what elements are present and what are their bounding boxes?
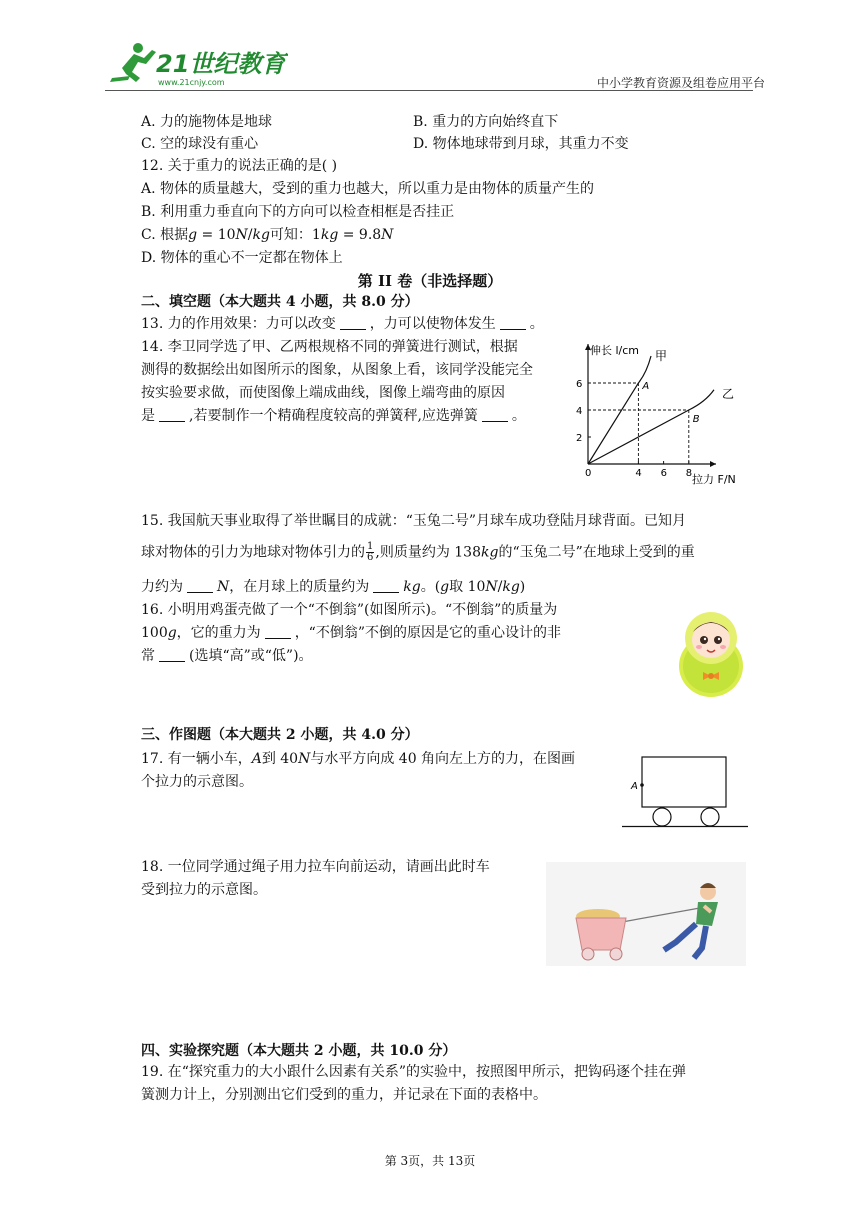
q16-line-3: 常 (选填“高”或“低”)。 (141, 648, 313, 664)
q17-line-2: 个拉力的示意图。 (141, 774, 253, 790)
site-logo (108, 38, 288, 90)
q15-line-2: 球对物体的引力为地球对物体引力的 $\frac{1}{6}$ ,则质量约为 138𝑘𝑔的“玉兔二号”在地球上受到的重 (141, 541, 695, 563)
cart-diagram (622, 755, 750, 833)
x-tick-label: 8 (685, 468, 693, 479)
q12-option-d: D. 物体的重心不一定都在物体上 (141, 250, 343, 266)
section2-title: 第 II 卷（非选择题） (357, 272, 503, 290)
q13-blank-2[interactable] (500, 315, 526, 330)
svg-text:A: A (631, 781, 638, 792)
q15-line-1: 15. 我国航天事业取得了举世瞩目的成就：“玉兔二号”月球车成功登陆月球背面。已知月 (141, 513, 687, 529)
q15-blank-1[interactable] (187, 578, 213, 593)
page-number: 第 3页，共 13页 (384, 1154, 476, 1168)
q12-stem: 12. 关于重力的说法正确的是( ) (141, 158, 338, 174)
x-axis-label: 拉力 F/N (692, 473, 736, 486)
q14-line-1: 14. 李卫同学选了甲、乙两根规格不同的弹簧进行测试，根据 (141, 339, 518, 355)
series-name-jia: 甲 (655, 349, 668, 363)
x-tick-label: 6 (660, 468, 667, 479)
point-label-A: A (642, 381, 650, 392)
y-tick-label: 4 (576, 406, 583, 417)
y-axis-label: 伸长 l/cm (590, 344, 640, 357)
y-tick-label: 2 (576, 433, 583, 444)
q16-blank-1[interactable] (265, 624, 291, 639)
q14-line-3: 按实验要求做，而使图像上端成曲线，图像上端弯曲的原因 (141, 385, 505, 401)
svg-text:www.21cnjy.com: www.21cnjy.com (158, 78, 225, 87)
q14-line-2: 测得的数据绘出如图所示的图象，从图象上看，该同学没能完全 (141, 362, 533, 378)
q14-blank-1[interactable] (159, 407, 185, 422)
section4-heading: 四、实验探究题（本大题共 2 小题，共 10.0 分） (141, 1043, 457, 1059)
platform-name: 中小学教育资源及组卷应用平台 (596, 76, 765, 90)
one-sixth-fraction: $\frac{1}{6}$ (367, 541, 374, 563)
q15-blank-2[interactable] (373, 578, 399, 593)
x-axis-arrow (710, 461, 716, 467)
q19-line-2: 簧测力计上，分别测出它们受到的重力，并记录在下面的表格中。 (141, 1087, 547, 1103)
q12-option-c: C. 根据𝑔 = 10𝑁/𝑘𝑔可知：1𝑘𝑔 = 9.8𝑁 (141, 227, 394, 243)
q13: 13. 力的作用效果：力可以改变 ，力可以使物体发生 。 (141, 316, 544, 332)
q14-blank-2[interactable] (482, 407, 508, 422)
q16-line-2: 100𝑔，它的重力为 ，“不倒翁”不倒的原因是它的重心设计的非 (141, 625, 562, 641)
q17-line-1: 17. 有一辆小车，𝐴到 40𝑁与水平方向成 40 角向左上方的力，在图画 (141, 751, 576, 767)
q12-option-b: B. 利用重力垂直向下的方向可以检查相框是否挂正 (141, 204, 455, 220)
section3-heading: 三、作图题（本大题共 2 小题，共 4.0 分） (141, 727, 419, 743)
y-tick-label: 6 (576, 379, 583, 390)
runner-icon (110, 43, 156, 82)
q16-line-1: 16. 小明用鸡蛋壳做了一个“不倒翁”(如图所示)。“不倒翁”的质量为 (141, 602, 558, 618)
q11-option-b: B. 重力的方向始终直下 (413, 114, 559, 130)
point-label-B: B (692, 414, 700, 425)
q11-option-d: D. 物体地球带到月球，其重力不变 (413, 136, 629, 152)
q11-option-c: C. 空的球没有重心 (141, 136, 259, 152)
q15-line-3: 力约为 𝑁，在月球上的质量约为 𝑘𝑔。(𝑔取 10𝑁/𝑘𝑔) (141, 579, 526, 595)
header-divider (105, 90, 753, 91)
q18-line-2: 受到拉力的示意图。 (141, 882, 267, 898)
q18-line-1: 18. 一位同学通过绳子用力拉车向前运动，请画出此时车 (141, 859, 490, 875)
x-tick-label: 4 (635, 468, 642, 479)
q14-line-4: 是 ,若要制作一个精确程度较高的弹簧秤,应选弹簧 。 (141, 408, 526, 424)
q13-blank-1[interactable] (340, 315, 366, 330)
svg-text:21世纪教育: 21世纪教育 (156, 50, 286, 78)
tumbler-toy-image (676, 608, 746, 700)
x-tick-label: 0 (585, 468, 592, 479)
q12-option-a: A. 物体的质量越大，受到的重力也越大，所以重力是由物体的质量产生的 (141, 181, 595, 197)
q19-line-1: 19. 在“探究重力的大小跟什么因素有关系”的实验中，按照图甲所示，把钩码逐个挂在弹 (141, 1064, 687, 1080)
series-line-yi (588, 390, 714, 464)
spring-chart (568, 336, 758, 494)
boy-pulling-cart-image (546, 862, 746, 966)
q16-blank-2[interactable] (159, 647, 185, 662)
series-name-yi: 乙 (722, 386, 735, 401)
section2-heading: 二、填空题（本大题共 4 小题，共 8.0 分） (141, 294, 419, 310)
q11-option-a: A. 力的施物体是地球 (141, 114, 273, 130)
